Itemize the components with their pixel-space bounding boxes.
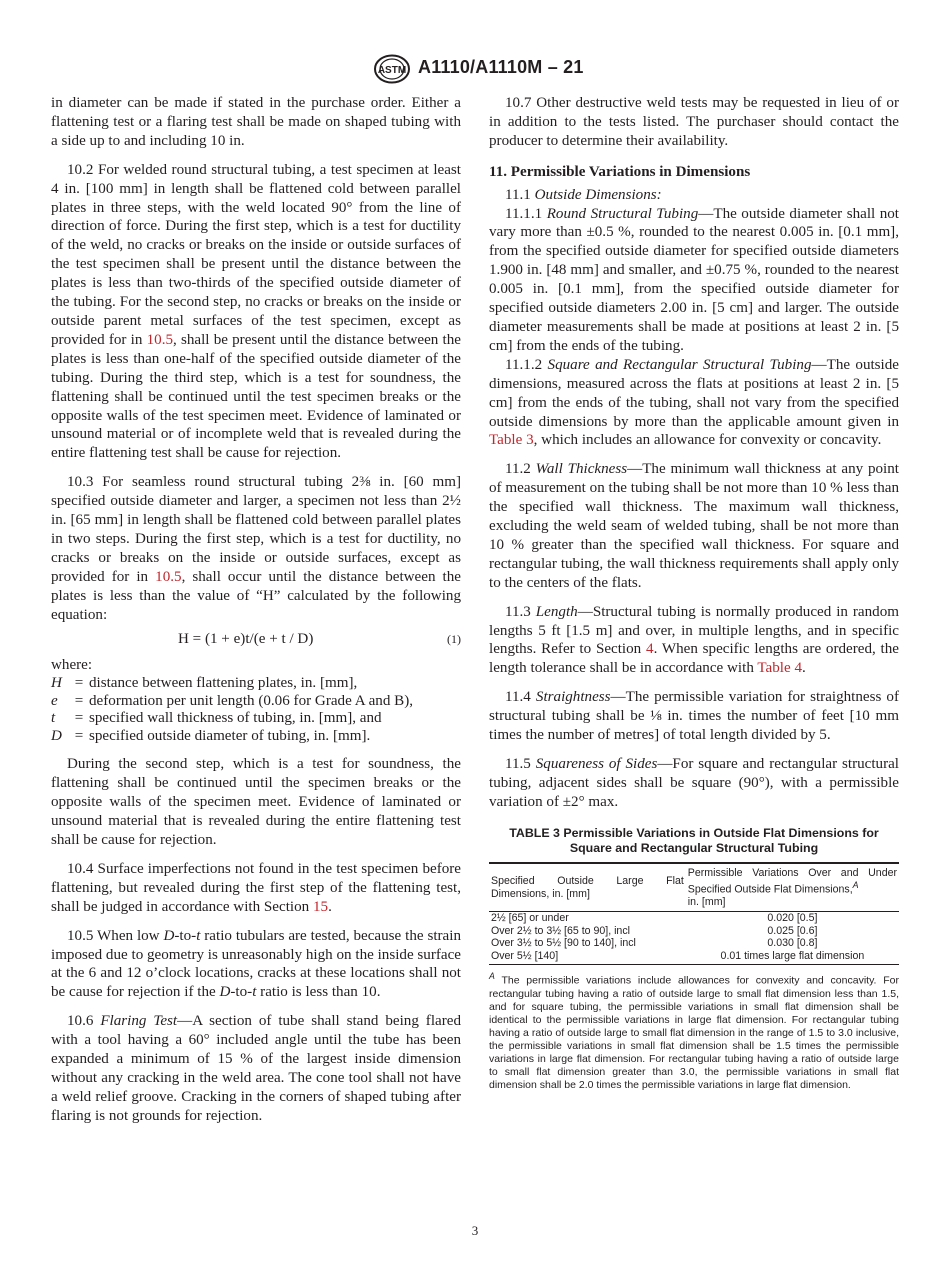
paragraph-10-6: 10.6 Flaring Test—A section of tube shall stand being flared with a tool having a 60° included angle until the tube has been expanded a minimum of 15 % of the largest inside dimension without any cracking in the weld area. The cone tool shall not have a weld relief groove. Cracking in the corners of shaped tubing after flaring is not grounds for rejection.	[51, 1013, 461, 1124]
table-3	[489, 862, 899, 965]
table-row: Over 5½ [140] 0.01 times large flat dimension	[489, 950, 899, 965]
table-row: 2½ [65] or under 0.020 [0.5]	[491, 912, 818, 925]
page-header	[0, 54, 950, 86]
ref-section-4-link[interactable]: 4	[646, 641, 654, 658]
paragraph-11-2: 11.2 Wall Thickness—The minimum wall thickness at any point of measurement on the tubing shall be not more than 10 % less than the specified wall thickness. The maximum wall thickness, excluding the weld seam of welded tubing, shall be not more than 10 % greater than the specified wall thickness. For square and rectangular tubing, the wall thickness requirements shall apply only to the centers of the flats.	[489, 461, 899, 591]
definition-row: D = specified outside diameter of tubing, in. [mm].	[51, 727, 371, 744]
column-header-dimension: Specified Outside Large Flat Dimensions, in. [mm]	[489, 863, 686, 912]
definition-row: e = deformation per unit length (0.06 for Grade A and B),	[51, 692, 414, 709]
equation-number: (1)	[447, 632, 461, 647]
table-row: Over 3½ to 5½ [90 to 140], incl 0.030 [0.8]	[491, 937, 818, 950]
table-3-title: TABLE 3 Permissible Variations in Outside Flat Dimensions for Square and Rectangular Structural Tubing	[509, 825, 879, 855]
paragraph-10-5: 10.5 When low D-to-t ratio tubulars are tested, because the strain imposed due to geometry is unreasonably high on the inside surface at the 6 and 12 o’clock locations, cracks at these locations shall not be cause for rejection if the D-to-t ratio is less than 10.	[51, 927, 461, 1001]
section-11-heading: 11. Permissible Variations in Dimensions	[489, 163, 751, 180]
paragraph-11-3: 11.3 Length—Structural tubing is normally produced in random lengths 5 ft [1.5 m] and over, in multiple lengths, and in specific lengths. Refer to Section 4. When specific lengths are ordered, the length tolerance shall be in accordance with Table 4.	[489, 603, 899, 677]
ref-section-15-link[interactable]: 15	[312, 898, 329, 915]
paragraph-10-4: 10.4 Surface imperfections not found in the test specimen before flattening, but revealed during the first step of the flattening test, shall be judged in accordance with Section 15.	[51, 860, 461, 915]
paragraph-10-7: 10.7 Other destructive weld tests may be requested in lieu of or in addition to the tests listed. The purchaser should contact the producer to determine their availability.	[489, 95, 899, 149]
paragraph-11-1: 11.1 Outside Dimensions:	[505, 186, 662, 203]
right-column	[489, 94, 899, 1092]
equation-1	[51, 626, 461, 654]
ref-10-5-link[interactable]: 10.5	[155, 568, 182, 585]
paragraph-second-step: During the second step, which is a test for soundness, the flattening shall be continued until the specimen breaks or the opposite walls of the specimen meet. Evidence of laminated or unsound material that is revealed during the entire flattening test shall be cause for rejection.	[51, 756, 461, 848]
where-label: where:	[51, 657, 93, 674]
equation-text: H = (1 + e)t/(e + t / D)	[178, 631, 314, 648]
left-column	[51, 94, 461, 1126]
variable-definitions	[51, 675, 461, 745]
page-number: 3	[471, 1223, 479, 1238]
paragraph-11-1-2: 11.1.2 Square and Rectangular Structural Tubing—The outside dimensions, measured across the flats at positions at least 2 in. [5 cm] from the ends of the tubing, shall not vary from the specified outside dimensions by more than the applicable amount given in Table 3, which includes an allowance for convexity or concavity.	[489, 356, 899, 449]
ref-table-3-link[interactable]: Table 3	[489, 432, 534, 449]
table-row: Over 2½ to 3½ [65 to 90], incl 0.025 [0.6]	[491, 924, 818, 937]
ref-table-4-link[interactable]: Table 4	[757, 660, 803, 677]
paragraph-10-3: 10.3 For seamless round structural tubing 2⅜ in. [60 mm] specified outside diameter and larger, a specimen not less than 2½ in. [65 mm] in length shall be flattened cold between parallel plates in two steps. During the first step, which is a test for ductility, no cracks or breaks on the inside or outside surfaces, except as provided for in 10.5, shall occur until the distance between the plates is less than the value of “H” calculated by the following equation:	[51, 474, 461, 623]
paragraph-10-2: 10.2 For welded round structural tubing, a test specimen at least 4 in. [100 mm] in length shall be flattened cold between parallel plates in three steps, with the weld located 90° from the line of direction of force. During the first step, which is a test for ductility of the weld, no cracks or breaks on the inside or outside surfaces of the test specimen shall be present until the distance between the plates is less than two-thirds of the specified outside diameter of the tubing. For the second step, no cracks or breaks on the inside or outside parent metal surfaces of the test specimen, except as provided for in 10.5, shall be present until the distance between the plates is less than one-half of the specified outside diameter of the tubing. During the third step, which is a test for soundness, the flattening shall be continued until the test specimen breaks or the opposite walls of the test specimen meet. Evidence of laminated or unsound material or of incomplete weld that is revealed during the entire flattening test shall be cause for rejection.	[51, 161, 461, 462]
table-header-row	[489, 863, 899, 912]
column-header-variation: Permissible Variations Over and Under Specified Outside Flat Dimensions,$^A$ in. [mm]	[686, 863, 899, 912]
paragraph-11-1-1: 11.1.1 Round Structural Tubing—The outside diameter shall not vary more than ±0.5 %, rounded to the nearest 0.005 in. [0.1 mm], from the specified outside diameter for specified outside diameters 1.900 in. [48 mm] and smaller, and ±0.75 %, rounded to the nearest 0.005 in. [0.1 mm], from the specified outside diameter for specified outside diameters 2.00 in. [5 cm] and larger. The outside diameter measurements shall be made at positions at least 2 in. [5 cm] from the ends of the tubing.	[489, 205, 899, 354]
ref-10-5-link[interactable]: 10.5	[146, 331, 174, 348]
astm-logo-text: ASTM	[377, 65, 407, 76]
paragraph-11-4: 11.4 Straightness—The permissible variation for straightness of structural tubing shall be ⅛ in. times the number of feet [10 mm times the number of metres] of total length divided by 5.	[489, 689, 899, 744]
definition-row: H = distance between flattening plates, in. [mm],	[51, 675, 358, 692]
astm-logo-icon	[373, 54, 411, 84]
definition-row: t = specified wall thickness of tubing, in. [mm], and	[51, 710, 382, 727]
table-3-footnote: $^A$ The permissible variations include allowances for convexity and concavity. For rectangular tubing having a ratio of outside large to small flat dimension less than 1.5, and for square tubing, the permissible variations in small flat dimension shall be identical to the permissible variations in large flat dimension. For rectangular tubing having a ratio of outside large to small flat dimension in the range of 1.5 to 3.0 inclusive, the permissible variations in small flat dimension shall be 1.5 times the permissible variations in large flat dimension. For rectangular tubing having a ratio of outside large to small flat dimension greater than 3.0, the permissible variations in small flat dimension shall be 2.0 times the permissible variations in large flat dimension.	[489, 971, 899, 1091]
paragraph-11-5: 11.5 Squareness of Sides—For square and rectangular structural tubing, adjacent sides shall be square (90°), with a permissible variation of ±2° max.	[489, 756, 900, 810]
paragraph-10-1-continued: in diameter can be made if stated in the purchase order. Either a flattening test or a flaring test shall be made on shaped tubing with a side up to and including 10 in.	[51, 95, 461, 149]
standard-designation: A1110/A1110M – 21	[418, 57, 584, 77]
